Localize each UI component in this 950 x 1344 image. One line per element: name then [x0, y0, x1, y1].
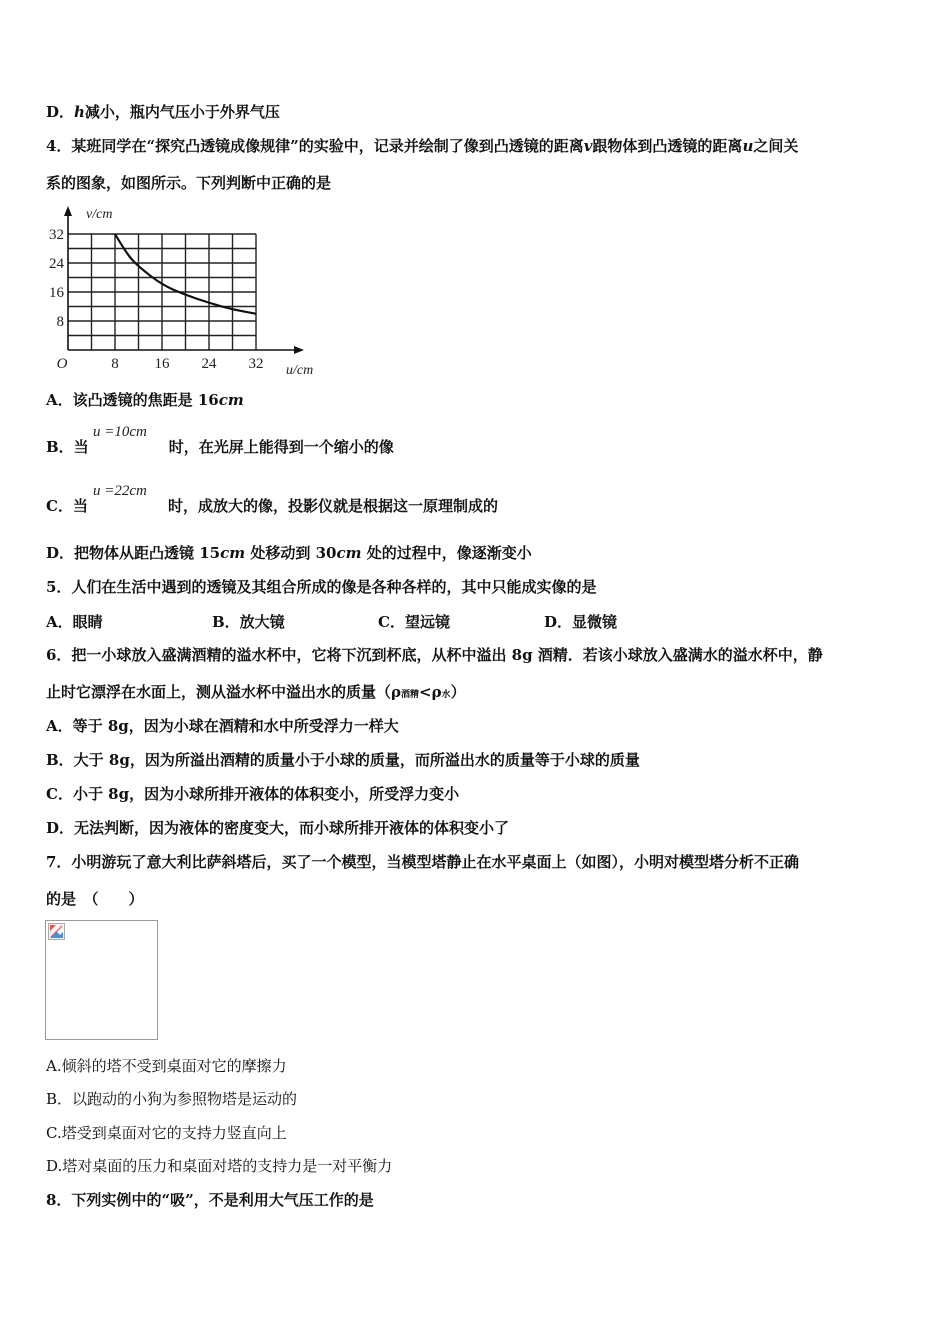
y-tick-label: 8 — [56, 314, 64, 330]
q7-stem-line1: 7．小明游玩了意大利比萨斜塔后，买了一个模型，当模型塔静止在水平桌面上（如图），小明对模型塔分析不正确 — [46, 853, 799, 871]
q4-option-c-formula: u =22cm — [93, 483, 147, 499]
q7-option-b: B．以跑动的小狗为参照物塔是运动的 — [46, 1090, 298, 1108]
q5-option-d: D．显微镜 — [544, 613, 618, 631]
x-tick-label: 8 — [111, 356, 119, 372]
y-tick-label: 24 — [49, 256, 64, 272]
q4-stem-line2: 系的图象，如图所示。下列判断中正确的是 — [46, 174, 332, 192]
q5-stem: 5．人们在生活中遇到的透镜及其组合所成的像是各种各样的，其中只能成实像的是 — [46, 578, 597, 596]
x-tick-label: 32 — [248, 356, 264, 372]
origin-label: O — [56, 356, 68, 372]
y-axis-arrow — [64, 206, 72, 216]
q8-stem: 8．下列实例中的“吸”，不是利用大气压工作的是 — [46, 1191, 374, 1209]
q4-option-b: B．当 时，在光屏上能得到一个缩小的像 — [46, 438, 394, 456]
q7-option-a: A.倾斜的塔不受到桌面对它的摩擦力 — [46, 1057, 287, 1075]
q6-option-b: B．大于 8g，因为所溢出酒精的质量小于小球的质量，而所溢出水的质量等于小球的质量 — [46, 751, 640, 769]
q3-option-d: D．h减小，瓶内气压小于外界气压 — [46, 103, 280, 121]
x-axis-label: u/cm — [286, 363, 314, 375]
q4-option-b-formula: u =10cm — [93, 424, 147, 440]
graph-axes — [64, 206, 304, 354]
tower-model-image-placeholder — [45, 920, 158, 1040]
q5-option-a: A．眼睛 — [46, 613, 103, 631]
q4-stem-line1: 4．某班同学在“探究凸透镜成像规律”的实验中，记录并绘制了像到凸透镜的距离v跟物体到凸透镜的距离u之间关 — [46, 137, 799, 155]
q5-option-c: C．望远镜 — [378, 613, 450, 631]
q4-option-a: A．该凸透镜的焦距是 16cm — [46, 391, 244, 409]
graph-grid — [68, 234, 256, 350]
y-axis-label: v/cm — [86, 207, 113, 222]
y-tick-label: 32 — [49, 227, 64, 243]
q5-option-b: B．放大镜 — [212, 613, 285, 631]
q4-option-c: C．当 时，成放大的像，投影仪就是根据这一原理制成的 — [46, 497, 498, 515]
q6-option-a: A．等于 8g，因为小球在酒精和水中所受浮力一样大 — [46, 717, 399, 735]
y-tick-label: 16 — [49, 285, 64, 301]
q4-v-u-graph — [46, 205, 326, 375]
q6-option-d: D．无法判断，因为液体的密度变大，而小球所排开液体的体积变小了 — [46, 819, 510, 837]
x-tick-label: 24 — [201, 356, 217, 372]
q7-option-d: D.塔对桌面的压力和桌面对塔的支持力是一对平衡力 — [46, 1157, 393, 1175]
q6-stem-line2: 止时它漂浮在水面上，测从溢水杯中溢出水的质量（ρ酒精<ρ水） — [46, 683, 466, 701]
q7-stem-line2: 的是 （ ） — [46, 890, 144, 908]
q6-option-c: C．小于 8g，因为小球所排开液体的体积变小，所受浮力变小 — [46, 785, 460, 803]
broken-image-icon — [48, 923, 66, 941]
x-tick-label: 16 — [154, 356, 170, 372]
x-axis-arrow — [294, 346, 304, 354]
q4-option-d: D．把物体从距凸透镜 15cm 处移动到 30cm 处的过程中，像逐渐变小 — [46, 544, 532, 562]
q7-option-c: C.塔受到桌面对它的支持力竖直向上 — [46, 1124, 287, 1142]
q5-options — [46, 611, 617, 632]
q6-stem-line1: 6．把一小球放入盛满酒精的溢水杯中，它将下沉到杯底，从杯中溢出 8g 酒精．若该小球放入盛满水的溢水杯中，静 — [46, 646, 823, 664]
